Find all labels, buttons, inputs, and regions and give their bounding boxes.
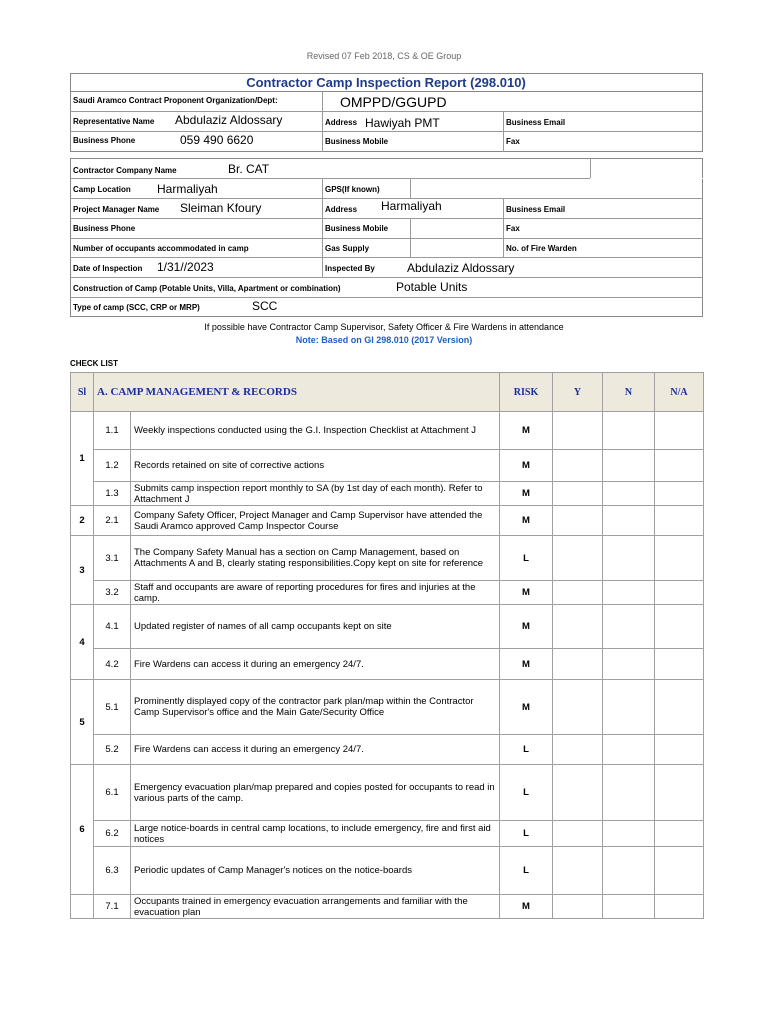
item-text: Updated register of names of all camp occupants kept on site — [131, 605, 500, 649]
gas-supply-label: Gas Supply — [325, 244, 370, 253]
y-cell[interactable] — [553, 412, 603, 450]
n-cell[interactable] — [603, 649, 655, 680]
rep-name-label: Representative Name — [73, 117, 155, 126]
table-row — [71, 506, 704, 536]
table-row — [71, 821, 704, 847]
gi-note: Note: Based on GI 298.010 (2017 Version) — [295, 335, 473, 345]
item-number: 2.1 — [94, 506, 131, 536]
camp-location-value: Harmaliyah — [157, 182, 218, 196]
item-number: 7.1 — [94, 895, 131, 919]
n-cell[interactable] — [603, 450, 655, 482]
group-number — [71, 895, 94, 919]
risk-value: M — [500, 450, 553, 482]
table-row — [71, 482, 704, 506]
na-cell[interactable] — [655, 821, 704, 847]
item-text: Weekly inspections conducted using the G.I. Inspection Checklist at Attachment J — [131, 412, 500, 450]
table-row — [71, 680, 704, 735]
y-cell[interactable] — [553, 450, 603, 482]
report-title: Contractor Camp Inspection Report (298.010) — [246, 75, 526, 90]
na-cell[interactable] — [655, 765, 704, 821]
table-row — [71, 605, 704, 649]
y-cell[interactable] — [553, 482, 603, 506]
revision-note: Revised 07 Feb 2018, CS & OE Group — [306, 51, 462, 61]
y-cell[interactable] — [553, 847, 603, 895]
item-number: 3.1 — [94, 536, 131, 581]
n-cell[interactable] — [603, 680, 655, 735]
table-row — [71, 581, 704, 605]
item-number: 5.2 — [94, 735, 131, 765]
group-number: 1 — [71, 412, 94, 506]
table-row — [71, 649, 704, 680]
risk-value: M — [500, 680, 553, 735]
item-text: Large notice-boards in central camp locations, to include emergency, fire and first aid notices — [131, 821, 500, 847]
item-text: Periodic updates of Camp Manager's notices on the notice-boards — [131, 847, 500, 895]
company-name-value: Br. CAT — [228, 162, 270, 176]
item-text: Staff and occupants are aware of reporting procedures for fires and injuries at the camp. — [131, 581, 500, 605]
na-cell[interactable] — [655, 847, 704, 895]
project-manager-label: Project Manager Name — [73, 205, 160, 214]
n-cell[interactable] — [603, 847, 655, 895]
item-number: 6.2 — [94, 821, 131, 847]
item-text-line1: Prominently displayed copy of the contractor park plan/map within the Contractor — [134, 696, 474, 707]
n-cell[interactable] — [603, 506, 655, 536]
business-phone-value: 059 490 6620 — [180, 133, 254, 147]
group-number: 2 — [71, 506, 94, 536]
attendance-note: If possible have Contractor Camp Supervisor, Safety Officer & Fire Wardens in attendance — [204, 322, 564, 332]
na-header: N/A — [655, 373, 704, 412]
n-cell[interactable] — [603, 821, 655, 847]
company-name-label: Contractor Company Name — [73, 166, 177, 175]
camp-type-label: Type of camp (SCC, CRP or MRP) — [73, 303, 200, 312]
sl-header: Sl — [71, 373, 94, 412]
y-cell[interactable] — [553, 765, 603, 821]
item-number: 1.1 — [94, 412, 131, 450]
item-text: Occupants trained in emergency evacuation arrangements and familiar with the evacuation plan — [131, 895, 500, 919]
y-header: Y — [553, 373, 603, 412]
item-text: Fire Wardens can access it during an emergency 24/7. — [131, 649, 500, 680]
n-cell[interactable] — [603, 536, 655, 581]
pm-fax-label: Fax — [506, 224, 520, 233]
item-text: Fire Wardens can access it during an emergency 24/7. — [131, 735, 500, 765]
na-cell[interactable] — [655, 536, 704, 581]
y-cell[interactable] — [553, 735, 603, 765]
item-text — [131, 680, 500, 735]
item-number: 5.1 — [94, 680, 131, 735]
table-row — [71, 450, 704, 482]
inspection-date-label: Date of Inspection — [73, 264, 143, 273]
na-cell[interactable] — [655, 680, 704, 735]
item-number: 6.1 — [94, 765, 131, 821]
item-number: 3.2 — [94, 581, 131, 605]
na-cell[interactable] — [655, 412, 704, 450]
table-row — [71, 895, 704, 919]
na-cell[interactable] — [655, 735, 704, 765]
n-cell[interactable] — [603, 605, 655, 649]
n-cell[interactable] — [603, 765, 655, 821]
table-row — [71, 847, 704, 895]
item-text: Records retained on site of corrective actions — [131, 450, 500, 482]
table-row — [71, 536, 704, 581]
proponent-label: Saudi Aramco Contract Proponent Organization/Dept: — [73, 96, 278, 105]
pm-address-label: Address — [325, 205, 358, 214]
gps-label: GPS(If known) — [325, 185, 380, 194]
inspected-by-value: Abdulaziz Aldossary — [407, 261, 515, 275]
n-header: N — [603, 373, 655, 412]
risk-value: M — [500, 605, 553, 649]
construction-value: Potable Units — [396, 280, 468, 294]
na-cell[interactable] — [655, 605, 704, 649]
item-number: 1.3 — [94, 482, 131, 506]
na-cell[interactable] — [655, 895, 704, 919]
na-cell[interactable] — [655, 482, 704, 506]
business-phone-label: Business Phone — [73, 136, 136, 145]
risk-header: RISK — [500, 373, 553, 412]
risk-value: M — [500, 412, 553, 450]
address-value: Hawiyah PMT — [365, 116, 440, 130]
y-cell[interactable] — [553, 536, 603, 581]
fire-warden-label: No. of Fire Warden — [506, 244, 577, 253]
inspection-date-value: 1/31//2023 — [157, 260, 214, 274]
na-cell[interactable] — [655, 506, 704, 536]
rep-name-value: Abdulaziz Aldossary — [175, 113, 283, 127]
checklist-table — [70, 372, 704, 919]
occupants-label: Number of occupants accommodated in camp — [73, 244, 249, 253]
project-manager-value: Sleiman Kfoury — [180, 201, 262, 215]
group-number: 3 — [71, 536, 94, 605]
checklist-title: CHECK LIST — [70, 359, 118, 368]
business-mobile-label: Business Mobile — [325, 137, 389, 146]
address-label: Address — [325, 118, 358, 127]
proponent-value: OMPPD/GGUPD — [340, 94, 447, 110]
na-cell[interactable] — [655, 581, 704, 605]
risk-value: L — [500, 821, 553, 847]
risk-value: L — [500, 536, 553, 581]
n-cell[interactable] — [603, 895, 655, 919]
item-text: Submits camp inspection report monthly to SA (by 1st day of each month). Refer to Attachment J — [131, 482, 500, 506]
business-email-label: Business Email — [506, 118, 566, 127]
item-text: The Company Safety Manual has a section on Camp Management, based on Attachments A and B, clearly stating responsibilities.Copy kept on site for reference — [131, 536, 500, 581]
y-cell[interactable] — [553, 581, 603, 605]
y-cell[interactable] — [553, 605, 603, 649]
group-number: 4 — [71, 605, 94, 680]
risk-value: L — [500, 735, 553, 765]
table-row — [71, 735, 704, 765]
n-cell[interactable] — [603, 412, 655, 450]
item-text: Company Safety Officer, Project Manager and Camp Supervisor have attended the Saudi Aramco approved Camp Inspector Course — [131, 506, 500, 536]
risk-value: M — [500, 482, 553, 506]
risk-value: M — [500, 581, 553, 605]
na-cell[interactable] — [655, 649, 704, 680]
n-cell[interactable] — [603, 735, 655, 765]
table-row — [71, 412, 704, 450]
camp-location-label: Camp Location — [73, 185, 131, 194]
risk-value: L — [500, 847, 553, 895]
y-cell[interactable] — [553, 821, 603, 847]
item-number: 4.1 — [94, 605, 131, 649]
risk-value: M — [500, 895, 553, 919]
section-header: A. CAMP MANAGEMENT & RECORDS — [94, 373, 500, 412]
y-cell[interactable] — [553, 680, 603, 735]
group-number: 5 — [71, 680, 94, 765]
pm-address-value: Harmaliyah — [381, 199, 442, 213]
inspected-by-label: Inspected By — [325, 264, 375, 273]
y-cell[interactable] — [553, 506, 603, 536]
camp-type-value: SCC — [252, 299, 278, 313]
risk-value: M — [500, 649, 553, 680]
n-cell[interactable] — [603, 482, 655, 506]
pm-business-email-label: Business Email — [506, 205, 566, 214]
risk-value: L — [500, 765, 553, 821]
na-cell[interactable] — [655, 450, 704, 482]
pm-business-phone-label: Business Phone — [73, 224, 136, 233]
table-row — [71, 765, 704, 821]
risk-value: M — [500, 506, 553, 536]
item-number: 1.2 — [94, 450, 131, 482]
item-number: 6.3 — [94, 847, 131, 895]
n-cell[interactable] — [603, 581, 655, 605]
y-cell[interactable] — [553, 895, 603, 919]
y-cell[interactable] — [553, 649, 603, 680]
item-text: Emergency evacuation plan/map prepared and copies posted for occupants to read in various parts of the camp. — [131, 765, 500, 821]
pm-business-mobile-label: Business Mobile — [325, 224, 389, 233]
item-number: 4.2 — [94, 649, 131, 680]
group-number: 6 — [71, 765, 94, 895]
item-text-line2: Camp Supervisor's office and the Main Gate/Security Office — [134, 707, 385, 718]
construction-label: Construction of Camp (Potable Units, Villa, Apartment or combination) — [73, 284, 341, 293]
fax-label: Fax — [506, 137, 520, 146]
